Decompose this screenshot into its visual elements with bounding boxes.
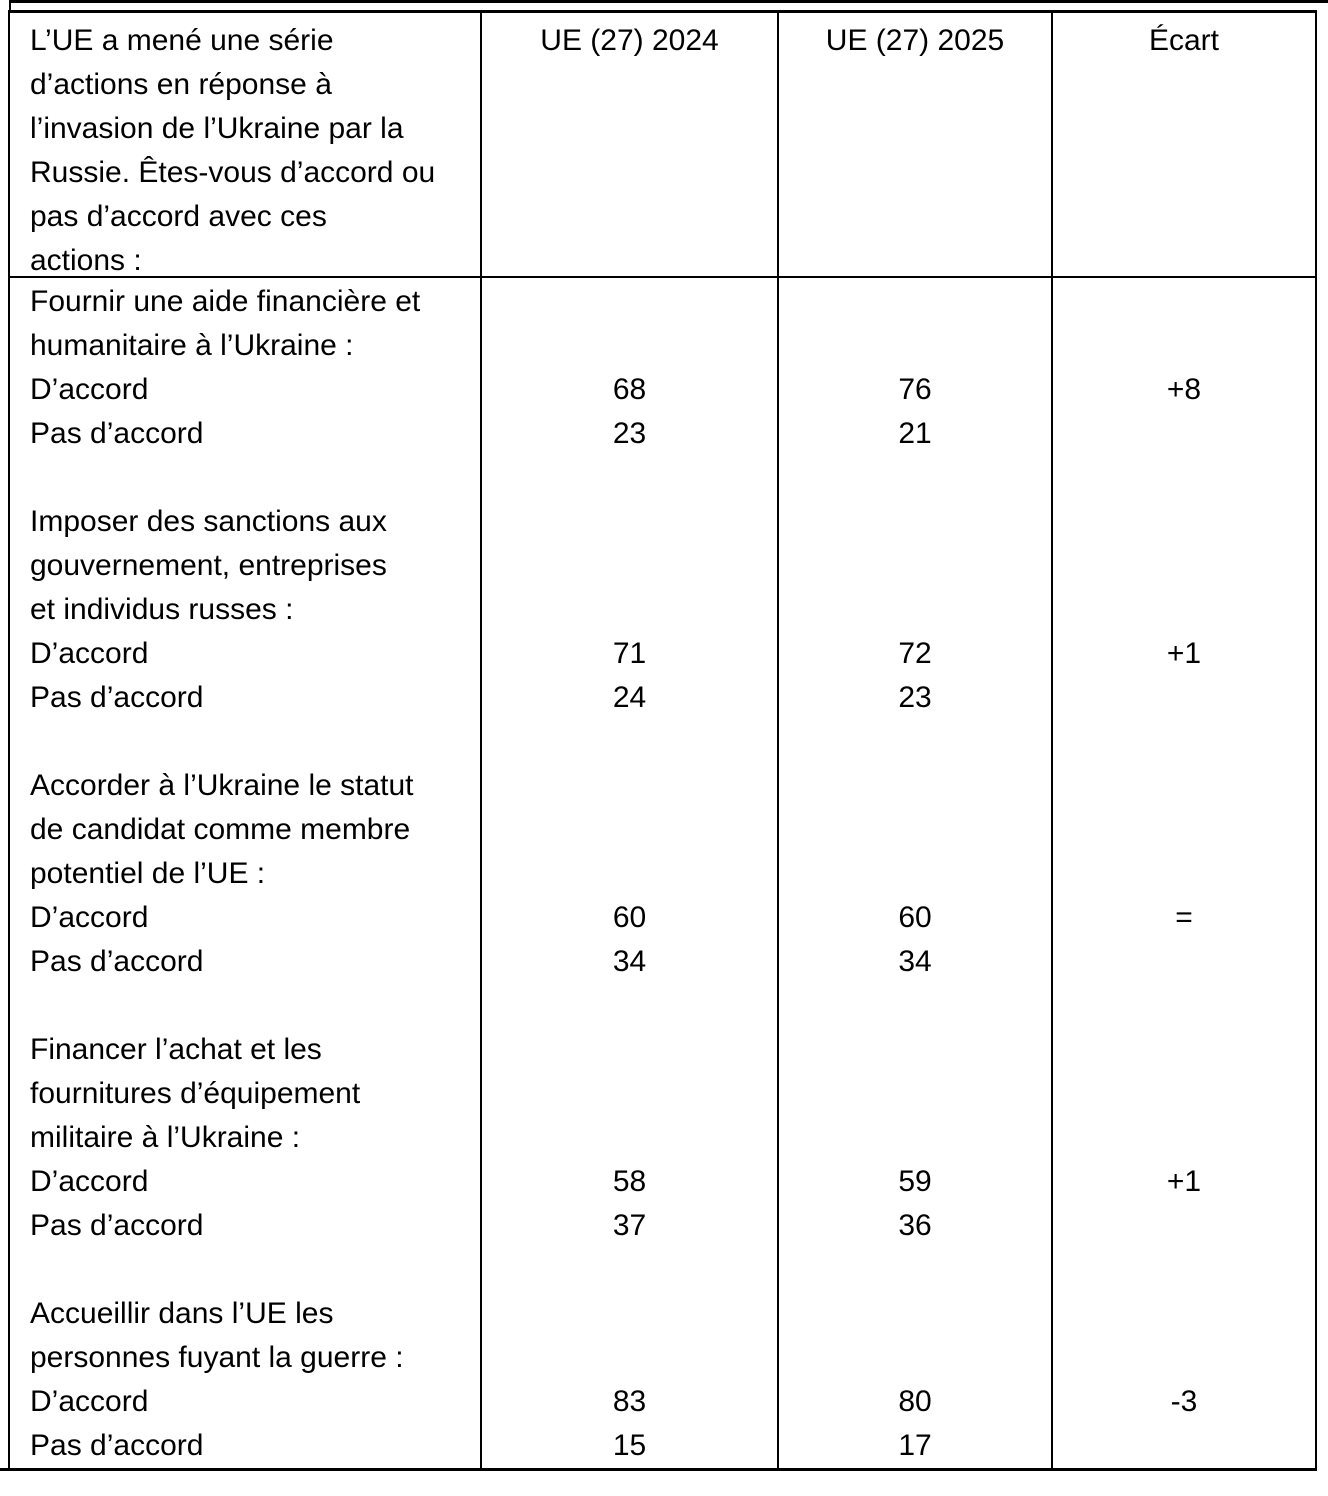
blank-line: [1053, 676, 1315, 720]
spacer: [1053, 984, 1315, 1160]
question-line: L’UE a mené une série: [30, 24, 334, 57]
blank-line: [30, 984, 468, 1028]
ecart-value: =: [1175, 901, 1193, 934]
agree-value-2025: 80: [898, 1385, 932, 1418]
agree-value-2024: 68: [612, 373, 647, 406]
disagree-label: Pas d’accord: [30, 945, 204, 978]
section-item-line: Fournir une aide financière et: [30, 285, 421, 318]
ecart-column: [1053, 278, 1315, 1468]
spacer: [779, 720, 1051, 896]
disagree-value-2025: 36: [898, 1209, 932, 1242]
agree-value-2024: 83: [612, 1385, 647, 1418]
col-header-2025-label: UE (27) 2025: [825, 24, 1005, 57]
spacer: [779, 984, 1051, 1160]
agree-value-2025: 76: [898, 373, 932, 406]
ecart-value: +1: [1166, 1165, 1202, 1198]
agree-value-2024: 71: [612, 637, 647, 670]
section-item-line: Accueillir dans l’UE les: [30, 1297, 334, 1330]
blank-line: [1053, 1204, 1315, 1248]
disagree-label: Pas d’accord: [30, 417, 204, 450]
disagree-label: Pas d’accord: [30, 1209, 204, 1242]
spacer: [482, 1248, 777, 1380]
question-line: actions :: [30, 244, 142, 277]
values-2025-column: [779, 278, 1053, 1468]
agree-label: D’accord: [30, 1165, 149, 1198]
col-header-2025: [779, 13, 1053, 278]
disagree-label: Pas d’accord: [30, 1429, 204, 1462]
section-item-line: Accorder à l’Ukraine le statut: [30, 769, 414, 802]
agree-label: D’accord: [30, 373, 149, 406]
disagree-value-2024: 37: [612, 1209, 647, 1242]
agree-value-2025: 60: [898, 901, 932, 934]
col-header-2024-label: UE (27) 2024: [540, 24, 719, 57]
spacer: [779, 1248, 1051, 1380]
ecart-value: +8: [1166, 373, 1202, 406]
blank-line: [1053, 412, 1315, 456]
section-item-line: humanitaire à l’Ukraine :: [30, 329, 354, 362]
disagree-value-2025: 23: [898, 681, 932, 714]
blank-line: [1053, 1424, 1315, 1468]
section-item-line: Imposer des sanctions aux: [30, 505, 387, 538]
blank-line: [1053, 940, 1315, 984]
section-item-line: militaire à l’Ukraine :: [30, 1121, 301, 1154]
blank-line: [30, 1248, 468, 1292]
spacer: [482, 720, 777, 896]
ecart-value: +1: [1166, 637, 1202, 670]
disagree-value-2024: 15: [612, 1429, 647, 1462]
disagree-value-2024: 34: [612, 945, 647, 978]
agree-label: D’accord: [30, 901, 149, 934]
spacer: [482, 984, 777, 1160]
blank-line: [30, 720, 468, 764]
question-cell: [10, 13, 482, 278]
spacer: [779, 456, 1051, 632]
survey-table: [8, 10, 1317, 1471]
section-item-line: et individus russes :: [30, 593, 294, 626]
spacer: [482, 456, 777, 632]
section-item-line: Financer l’achat et les: [30, 1033, 322, 1066]
section-item-line: potentiel de l’UE :: [30, 857, 266, 890]
agree-value-2024: 60: [612, 901, 647, 934]
blank-line: [30, 456, 468, 500]
values-2024-column: [482, 278, 779, 1468]
spacer: [1053, 720, 1315, 896]
disagree-value-2024: 24: [612, 681, 647, 714]
spacer: [482, 280, 777, 368]
agree-value-2024: 58: [612, 1165, 647, 1198]
agree-label: D’accord: [30, 637, 149, 670]
section-item-line: de candidat comme membre: [30, 813, 411, 846]
agree-label: D’accord: [30, 1385, 149, 1418]
col-header-2024: [482, 13, 779, 278]
spacer: [1053, 280, 1315, 368]
outer-top-rule: [9, 0, 1328, 3]
ecart-value: -3: [1170, 1385, 1198, 1418]
disagree-value-2025: 21: [898, 417, 932, 450]
section-item-line: gouvernement, entreprises: [30, 549, 387, 582]
question-line: l’invasion de l’Ukraine par la: [30, 112, 404, 145]
spacer: [779, 280, 1051, 368]
question-line: pas d’accord avec ces: [30, 200, 327, 233]
section-item-line: personnes fuyant la guerre :: [30, 1341, 404, 1374]
spacer: [1053, 456, 1315, 632]
spacer: [1053, 1248, 1315, 1380]
question-line: Russie. Êtes-vous d’accord ou: [30, 156, 436, 189]
items-column: [10, 278, 482, 1468]
disagree-value-2025: 17: [898, 1429, 932, 1462]
col-header-ecart-label: Écart: [1148, 24, 1220, 57]
disagree-value-2025: 34: [898, 945, 932, 978]
section-item-line: fournitures d’équipement: [30, 1077, 361, 1110]
agree-value-2025: 59: [898, 1165, 932, 1198]
disagree-value-2024: 23: [612, 417, 647, 450]
col-header-ecart: [1053, 13, 1315, 278]
question-line: d’actions en réponse à: [30, 68, 332, 101]
agree-value-2025: 72: [898, 637, 932, 670]
disagree-label: Pas d’accord: [30, 681, 204, 714]
